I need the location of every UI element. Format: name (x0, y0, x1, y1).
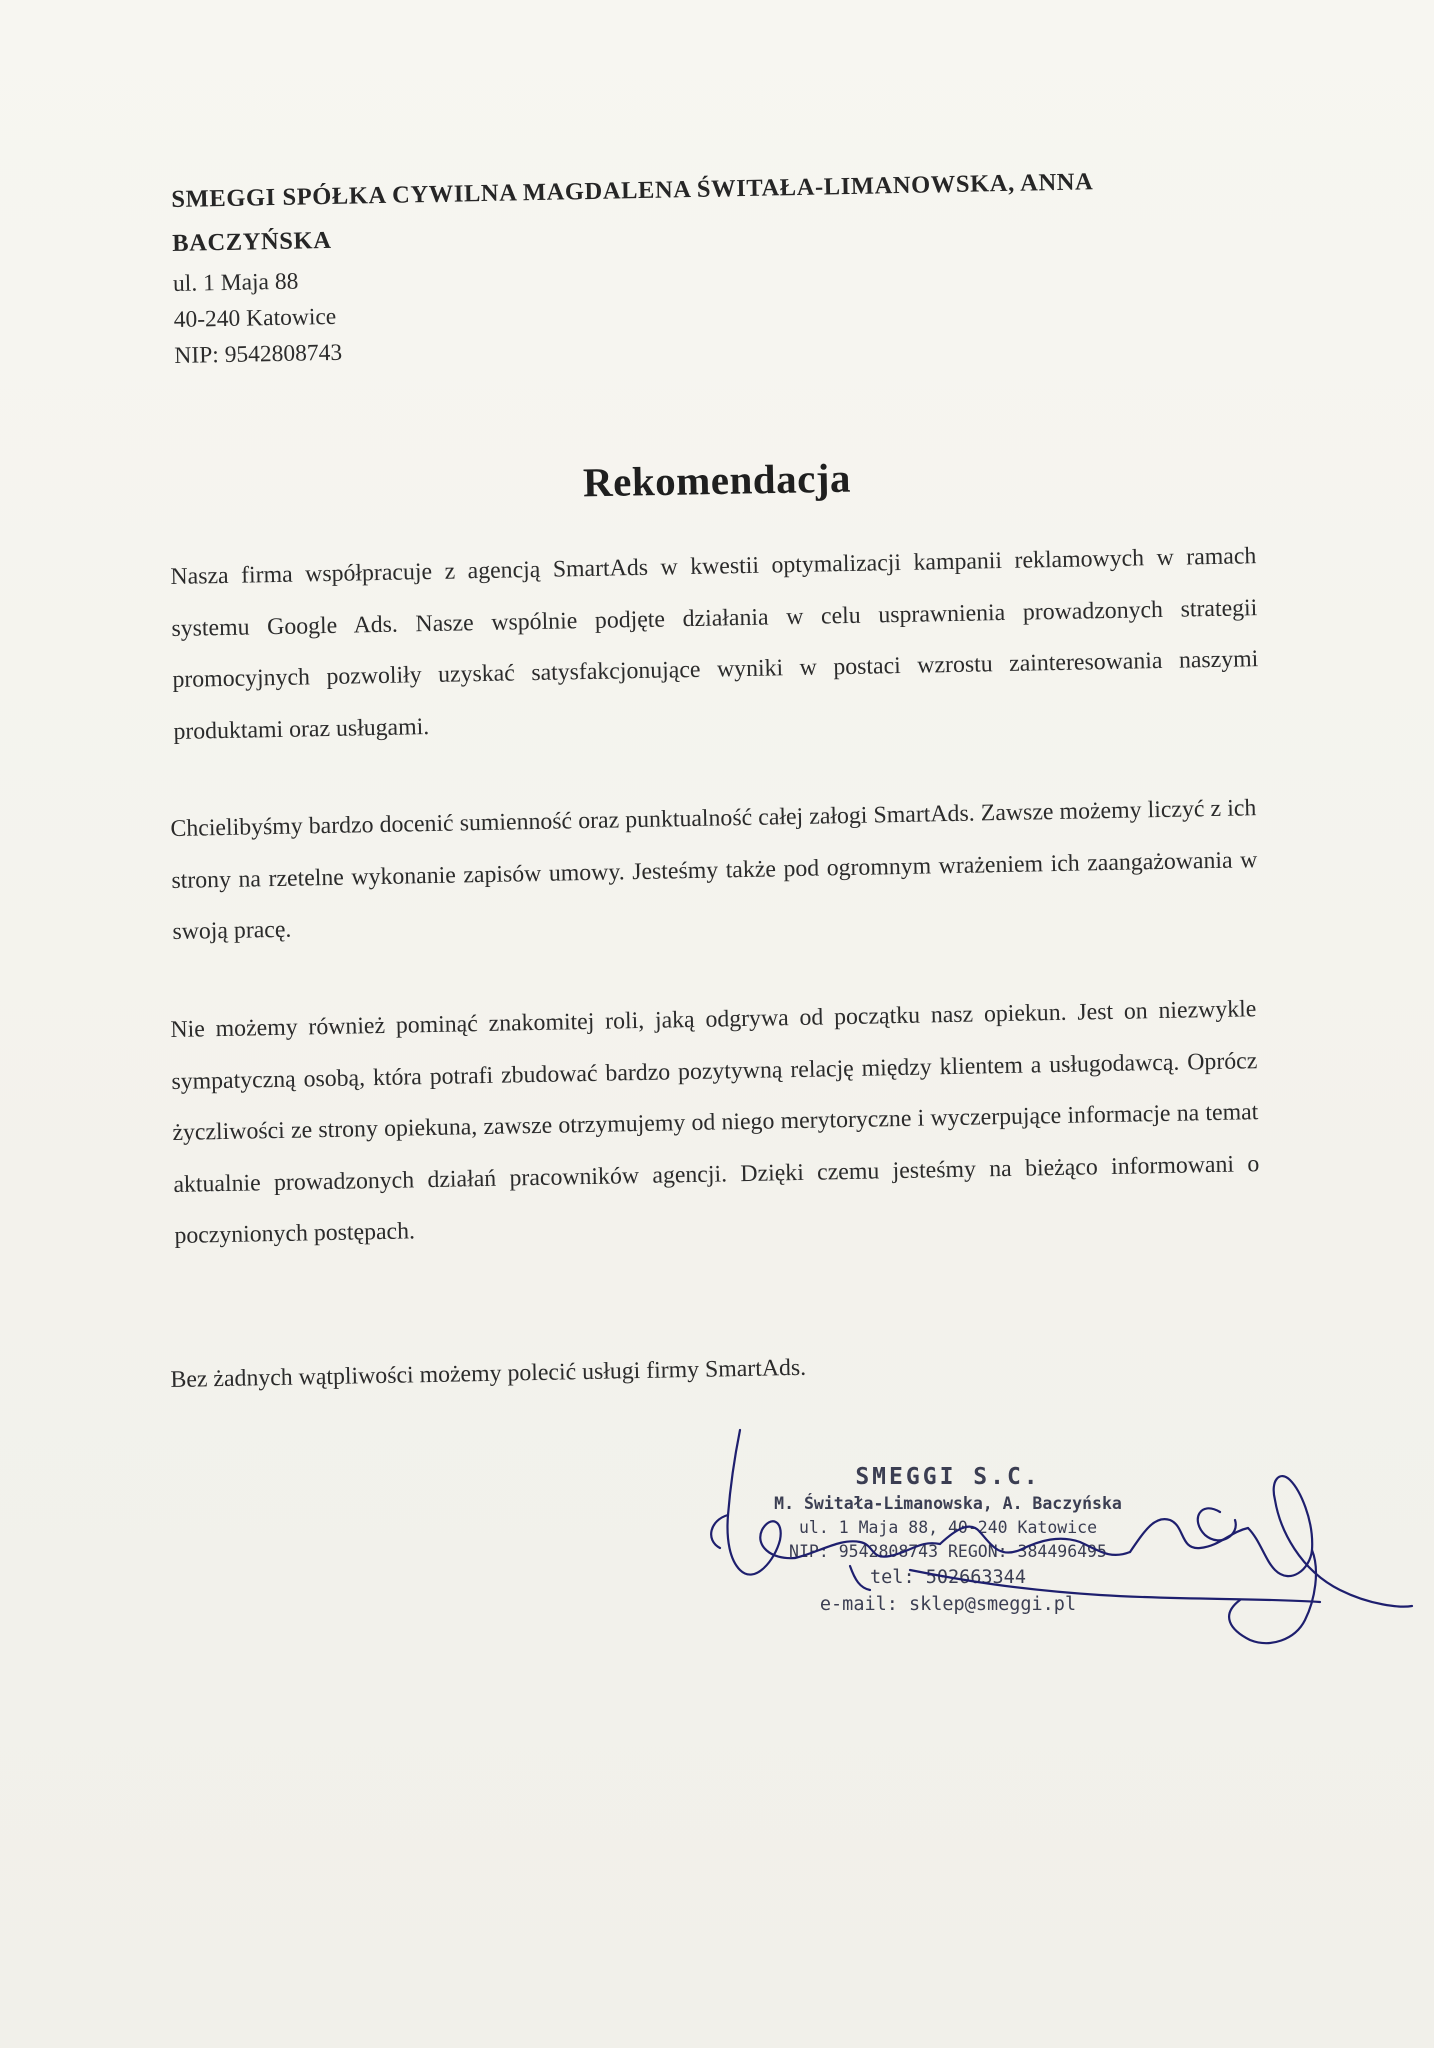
stamp-phone: tel: 502663344 (870, 1567, 1026, 1588)
sender-city: 40-240 Katowice (173, 303, 337, 333)
sender-street: ul. 1 Maja 88 (172, 268, 299, 297)
paragraph-3: Nie możemy również pominąć znakomitej roli, jaką odgrywa od początku nasz opiekun. Jest on niezwykle sympatyczną osobą, która potrafi zbudować bardzo pozytywną relację między klientem a usługodawcą. Oprócz życzliwości ze strony opiekuna, zawsze otrzymujemy od niego merytoryczne i wyczerpujące informacje na temat aktualnie prowadzonych działań pracowników agencji. Dzięki czemu jesteśmy na bieżąco informowani o poczynionych postępach. (170, 996, 1260, 1249)
sender-header (171, 158, 1235, 374)
stamp-ids: NIP: 9542808743 REGON: 384496495 (789, 1542, 1107, 1561)
handwritten-signature-icon (700, 1420, 1420, 1680)
stamp-address: ul. 1 Maja 88, 40-240 Katowice (798, 1518, 1097, 1537)
stamp-owners: M. Świtała-Limanowska, A. Baczyńska (774, 1494, 1122, 1513)
stamp-email: e-mail: sklep@smeggi.pl (819, 1594, 1077, 1615)
document-title: Rekomendacja (582, 454, 852, 506)
sender-nip: NIP: 9542808743 (174, 339, 343, 369)
paragraph-1: Nasza firma współpracuje z agencją SmartAds w kwestii optymalizacji kampanii reklamowych w ramach systemu Google Ads. Nasze wspólnie podjęte działania w celu usprawnienia prowadzonych strategii promocyjnych pozwoliły uzyskać satysfakcjonujące wyniki w postaci wzrostu zainteresowania naszymi produktami oraz usługami. (170, 543, 1259, 745)
sender-company-name: SMEGGI SPÓŁKA CYWILNA MAGDALENA ŚWITAŁA-LIMANOWSKA, ANNA BACZYŃSKA (171, 168, 1093, 257)
stamp-company-name: SMEGGI S.C. (855, 1464, 1041, 1490)
paragraph-4: Bez żadnych wątpliwości możemy polecić usługi firmy SmartAds. (170, 1354, 807, 1393)
paragraph-2: Chcielibyśmy bardzo docenić sumienność oraz punktualność całej załogi SmartAds. Zawsze możemy liczyć z ich strony na rzetelne wykonanie zapisów umowy. Jesteśmy także pod ogromnym wrażeniem ich zaangażowania w swoją pracę. (170, 795, 1258, 945)
